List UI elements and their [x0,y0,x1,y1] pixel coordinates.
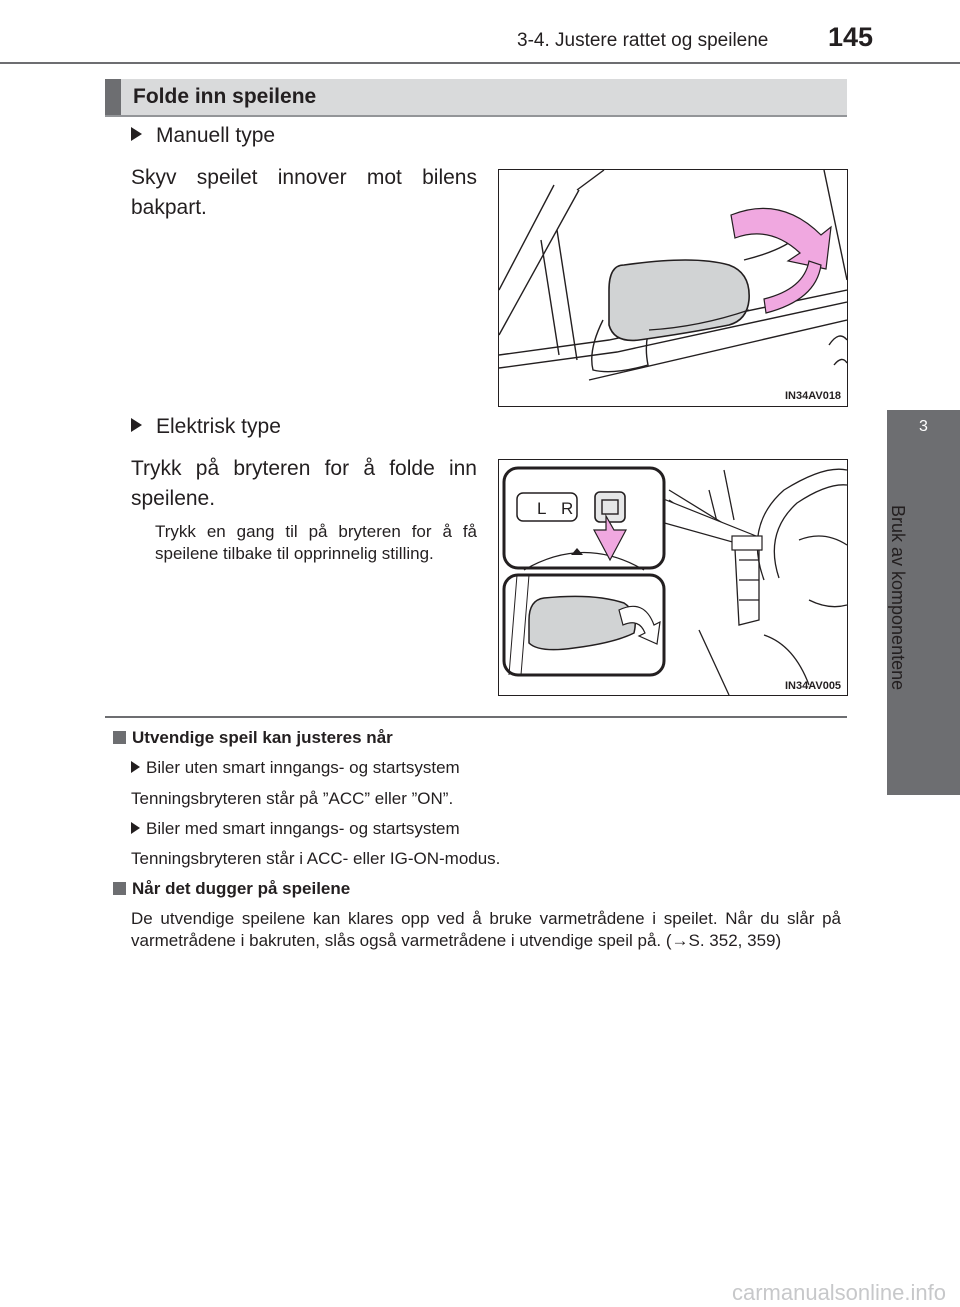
figure-electric-switch [498,459,848,696]
square-bullet-icon [113,882,126,895]
triangle-bullet-icon [131,127,142,141]
manual-mirror-illustration [499,170,847,406]
note-heading-adjust: Utvendige speil kan justeres når [113,728,393,748]
notes-divider [105,716,847,718]
note-adjust-text-1: Tenningsbryteren står på ”ACC” eller ”ON”. [131,789,454,808]
figure-code-electric: IN34AV005 [785,680,842,692]
section-heading-text: Folde inn speilene [133,85,317,108]
note-fog-text: De utvendige speilene kan klares opp ved å bruke varmetrådene i speilet. Når du slår på varmetrådene i bakruten, slås også varmetrådene i utvendige speil på. (→S. 352, 359) [131,909,841,950]
page-number: 145 [828,22,874,52]
switch-label-right: R [561,499,574,518]
electric-type-title: Elektrisk type [131,415,281,439]
header-divider [0,62,960,64]
note-adjust-sub-2: Biler med smart inngangs- og startsystem [131,818,460,840]
section-heading [105,79,847,117]
square-bullet-icon [113,731,126,744]
figure-code-manual: IN34AV018 [785,390,842,402]
section-heading-bar [105,79,121,115]
switch-label-left: L [537,499,547,518]
triangle-bullet-icon [131,822,140,834]
electric-switch-illustration [499,460,847,695]
chapter-number: 3 [919,418,928,435]
triangle-bullet-icon [131,761,140,773]
watermark: carmanualsonline.info [731,1280,946,1305]
note-adjust-sub-1: Biler uten smart inngangs- og startsystem [131,757,460,779]
running-header: 3-4. Justere rattet og speilene [517,30,769,51]
electric-type-note: Trykk en gang til på bryteren for å få speilene tilbake til opprinnelig stilling. [155,522,477,563]
note-heading-fog: Når det dugger på speilene [113,879,350,899]
note-adjust-text-2: Tenningsbryteren står i ACC- eller IG-ON-modus. [131,849,501,868]
figure-manual-mirror [498,169,848,407]
manual-type-text: Skyv speilet innover mot bilens bakpart. [131,166,477,219]
electric-type-text: Trykk på bryteren for å folde inn speilene. [131,457,477,510]
manual-type-title: Manuell type [131,124,275,148]
chapter-label [876,445,949,785]
triangle-bullet-icon [131,418,142,432]
chapter-label-text: Bruk av komponentene [888,505,908,691]
